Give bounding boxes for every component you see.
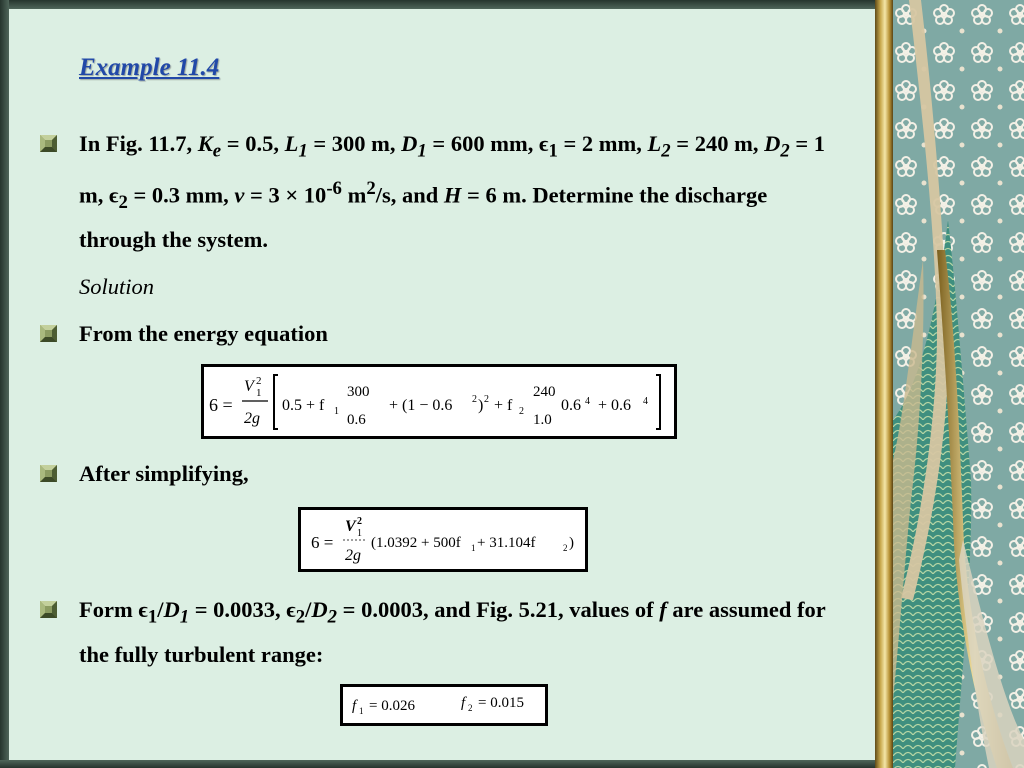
eq1-term4-sup: 4 [585, 396, 590, 407]
assumption-statement [79, 591, 849, 673]
assumption-text: = 0.0003, and Fig. 5.21, values of [337, 597, 660, 622]
eq3-f1-sub: 1 [359, 706, 364, 716]
eq2-velocity: V [345, 518, 356, 535]
subscript-e: e [212, 140, 222, 162]
eq2-denominator: 2g [345, 547, 361, 564]
simplifying-text: After simplifying, [79, 461, 249, 486]
eq2-body2: + 31.104f [477, 535, 536, 551]
problem-text: m [341, 182, 367, 207]
eq2-close: ) [569, 535, 574, 551]
eq1-denominator: 2g [244, 410, 260, 427]
symbol-nu: v [234, 182, 245, 207]
eq1-term3: + f [494, 397, 513, 414]
eq3-f2: f [461, 695, 466, 711]
problem-text: = 600 mm, ϵ [426, 131, 549, 156]
eq1-term1: 0.5 + f [282, 397, 325, 414]
subscript-2: 2 [661, 140, 671, 162]
slide-title: Example 11.4 [79, 54, 220, 81]
bullet-icon [40, 135, 57, 152]
bullet-icon [40, 325, 57, 342]
exponent: 2 [366, 177, 376, 199]
eq1-velocity: V [244, 378, 254, 395]
symbol-H: H [443, 182, 462, 207]
floral-pattern-decoration [893, 0, 1024, 768]
assumption-text: Form ϵ [79, 597, 148, 622]
eq2-sub2: 2 [563, 543, 568, 553]
assumption-text: = 0.0033, ϵ [189, 597, 296, 622]
friction-factors-image [340, 684, 548, 726]
subscript-2: 2 [118, 191, 128, 213]
problem-text: /s, and [375, 182, 444, 207]
eq1-velocity-sup: 2 [256, 375, 262, 387]
eq1-frac1-num: 300 [347, 384, 370, 400]
subscript-1: 1 [298, 140, 308, 162]
eq3-f2-value: = 0.015 [478, 695, 524, 711]
bullet-icon [40, 465, 57, 482]
eq2-velocity-sub: 1 [357, 528, 362, 539]
eq1-term2-sup: 2 [472, 394, 477, 405]
eq1-term1-sub: 1 [334, 406, 339, 417]
eq1-frac2-den: 1.0 [533, 412, 552, 428]
right-bracket [656, 375, 660, 429]
problem-text: = 6 m. Determine the discharge through the system. [79, 182, 768, 252]
eq1-frac1-den: 0.6 [347, 412, 366, 428]
subscript-1: 1 [417, 140, 427, 162]
symbol-D: D [311, 597, 328, 622]
symbol-L: L [647, 131, 662, 156]
left-bracket [274, 375, 278, 429]
subscript-1: 1 [147, 606, 158, 628]
problem-text: = 0.5, [221, 131, 285, 156]
symbol-D: D [163, 597, 180, 622]
subscript-2: 2 [780, 140, 790, 162]
assumption-text: / [305, 597, 312, 622]
gold-stripe-decoration [875, 0, 893, 768]
eq3-f1: f [352, 698, 357, 714]
slide-frame-bottom [0, 760, 1024, 768]
eq1-frac2-num: 240 [533, 384, 556, 400]
subscript-2: 2 [295, 606, 306, 628]
eq1-lhs: 6 = [209, 395, 233, 415]
eq1-term4: 0.6 [561, 397, 581, 414]
symbol-D: D [401, 131, 418, 156]
solution-label: Solution [79, 274, 155, 299]
subscript-2: 2 [327, 606, 338, 628]
symbol-f: f [659, 597, 667, 622]
subscript-1: 1 [179, 606, 190, 628]
energy-equation-text: From the energy equation [79, 321, 328, 346]
assumption-text: are assumed for the fully turbulent range: [79, 597, 826, 667]
problem-text: In Fig. 11.7, [79, 131, 198, 156]
eq1-velocity-sub: 1 [256, 387, 262, 399]
eq1-term2-close: ) [478, 397, 484, 414]
problem-text: = 0.3 mm, [127, 182, 235, 207]
problem-text: = 240 m, [670, 131, 765, 156]
eq2-lhs: 6 = [311, 533, 334, 552]
energy-equation-image [201, 364, 677, 439]
bullet-icon [40, 601, 57, 618]
eq2-body: (1.0392 + 500f [371, 535, 461, 551]
symbol-K: K [197, 131, 213, 156]
eq1-term2-sup2: 2 [484, 394, 489, 405]
eq1-term2: + (1 − 0.6 [389, 397, 453, 414]
eq1-term3-sub: 2 [519, 406, 524, 417]
eq2-sub1: 1 [471, 543, 476, 553]
eq1-term5-sup: 4 [643, 396, 648, 407]
symbol-L: L [284, 131, 299, 156]
eq2-velocity-sup: 2 [357, 516, 362, 527]
eq3-f1-value: = 0.026 [369, 698, 415, 714]
eq1-term5: + 0.6 [598, 397, 632, 414]
problem-text: = 300 m, [307, 131, 402, 156]
simplified-equation-image [298, 507, 588, 572]
symbol-D: D [764, 131, 781, 156]
problem-text: = 3 × 10 [244, 182, 327, 207]
slide-frame-left [0, 0, 9, 768]
subscript-1: 1 [548, 140, 558, 162]
problem-text: = 2 mm, [557, 131, 648, 156]
slide-frame-top [0, 0, 1024, 9]
assumption-text: / [157, 597, 164, 622]
exponent: -6 [326, 177, 342, 199]
problem-text: = 1 m, ϵ [79, 131, 826, 207]
eq3-f2-sub: 2 [468, 703, 473, 713]
problem-statement [79, 125, 849, 258]
